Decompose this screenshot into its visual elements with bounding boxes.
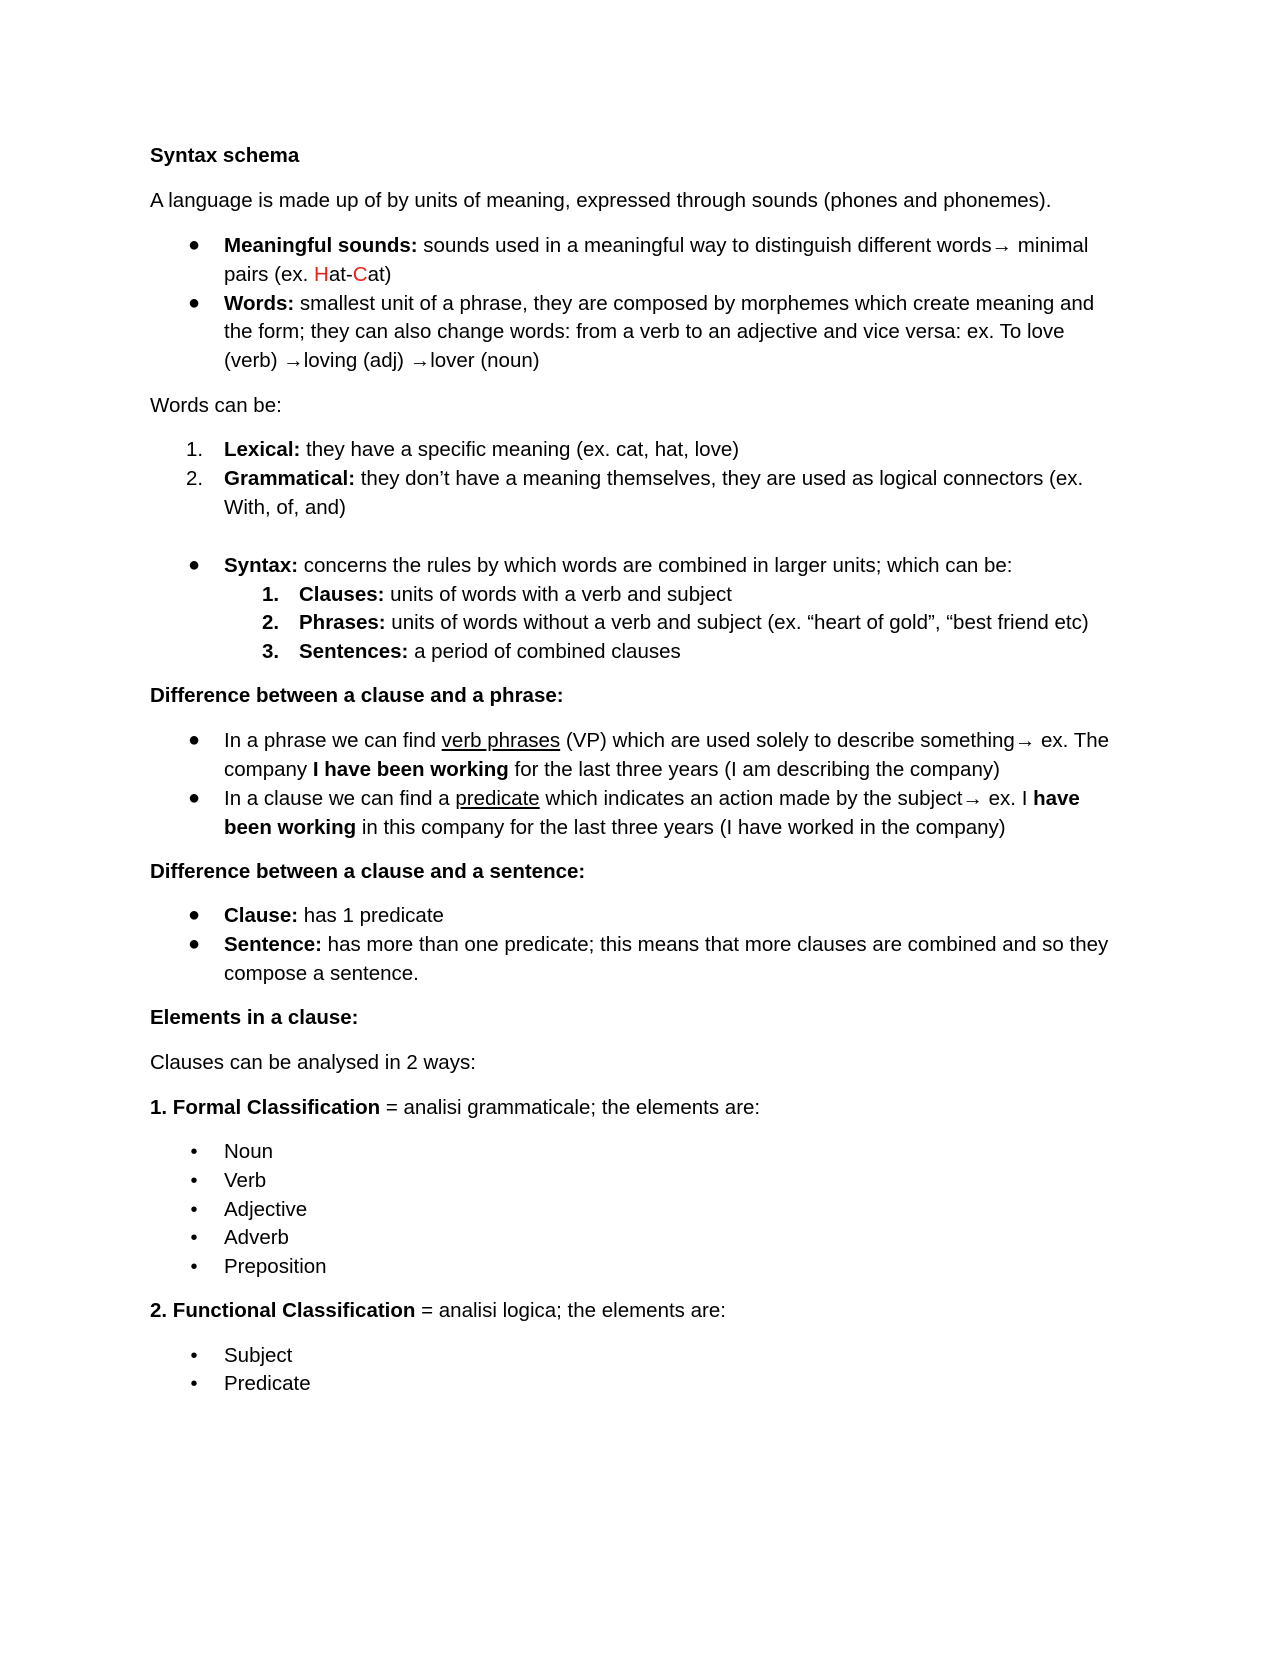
sub-item-sentences: Sentences: a period of combined clauses — [299, 640, 681, 663]
doc-title: Syntax schema — [150, 144, 300, 167]
item-grammatical: Grammatical: they don’t have a meaning themselves, they are used as logical connectors (ex. — [224, 467, 1084, 490]
bullet-meaningful-sounds-line2: pairs (ex. Hat-Cat) — [224, 263, 392, 286]
bullet-words-line3: (verb) →loving (adj) →lover (noun) — [224, 349, 540, 372]
item-lexical: Lexical: they have a specific meaning (ex. cat, hat, love) — [224, 438, 740, 461]
intro-paragraph: A language is made up of by units of meaning, expressed through sounds (phones and phonemes). — [150, 189, 1052, 212]
bullet-words: Words: smallest unit of a phrase, they are composed by morphemes which create meaning and — [224, 292, 1095, 315]
bullet-phrase-vp-line2: company I have been working for the last three years (I am describing the company) — [224, 758, 1000, 781]
functional-item: Predicate — [224, 1372, 311, 1395]
bullet-icon: ● — [188, 904, 201, 926]
sub-list-number: 3. — [262, 640, 280, 663]
words-can-be: Words can be: — [150, 394, 282, 417]
list-number: 2. — [186, 467, 204, 490]
formal-item: Noun — [224, 1140, 274, 1163]
bullet-icon: • — [190, 1256, 198, 1278]
analysed-paragraph: Clauses can be analysed in 2 ways: — [150, 1051, 476, 1074]
formal-item: Adjective — [224, 1198, 308, 1221]
formal-item: Preposition — [224, 1255, 327, 1278]
bullet-icon: ● — [188, 234, 201, 256]
formal-classification: 1. Formal Classification = analisi grammaticale; the elements are: — [150, 1096, 761, 1119]
bullet-icon: ● — [188, 933, 201, 955]
item-grammatical-line2: With, of, and) — [224, 496, 346, 519]
bullet-clause: Clause: has 1 predicate — [224, 904, 444, 927]
functional-classification: 2. Functional Classification = analisi logica; the elements are: — [150, 1299, 726, 1322]
bullet-icon: • — [190, 1227, 198, 1249]
bullet-icon: ● — [188, 292, 201, 314]
list-number: 1. — [186, 438, 204, 461]
heading-clause-sentence: Difference between a clause and a sentence: — [150, 860, 586, 883]
sub-list-number: 1. — [262, 583, 280, 606]
heading-elements: Elements in a clause: — [150, 1006, 359, 1029]
sub-item-phrases: Phrases: units of words without a verb and subject (ex. “heart of gold”, “best friend etc) — [299, 611, 1089, 634]
bullet-words-line2: the form; they can also change words: from a verb to an adjective and vice versa: ex. To love — [224, 320, 1065, 343]
bullet-icon: ● — [188, 554, 201, 576]
bullet-phrase-vp: In a phrase we can find verb phrases (VP) which are used solely to describe something→ ex. The — [224, 729, 1110, 752]
sub-list-number: 2. — [262, 611, 280, 634]
bullet-sentence: Sentence: has more than one predicate; this means that more clauses are combined and so they — [224, 933, 1109, 956]
sub-item-clauses: Clauses: units of words with a verb and subject — [299, 583, 733, 606]
formal-item: Verb — [224, 1169, 267, 1192]
bullet-clause-predicate: In a clause we can find a predicate which indicates an action made by the subject→ ex. I have — [224, 787, 1080, 810]
bullet-sentence-line2: compose a sentence. — [224, 962, 419, 985]
heading-clause-phrase: Difference between a clause and a phrase: — [150, 684, 564, 707]
bullet-icon: • — [190, 1373, 198, 1395]
bullet-icon: ● — [188, 787, 201, 809]
bullet-icon: ● — [188, 729, 201, 751]
formal-item: Adverb — [224, 1226, 289, 1249]
bullet-syntax: Syntax: concerns the rules by which words are combined in larger units; which can be: — [224, 554, 1013, 577]
bullet-icon: • — [190, 1199, 198, 1221]
functional-item: Subject — [224, 1344, 293, 1367]
bullet-meaningful-sounds: Meaningful sounds: sounds used in a meaningful way to distinguish different words→ minimal — [224, 234, 1089, 257]
bullet-clause-predicate-line2: been working in this company for the last three years (I have worked in the company) — [224, 816, 1006, 839]
bullet-icon: • — [190, 1141, 198, 1163]
bullet-icon: • — [190, 1170, 198, 1192]
bullet-icon: • — [190, 1345, 198, 1367]
